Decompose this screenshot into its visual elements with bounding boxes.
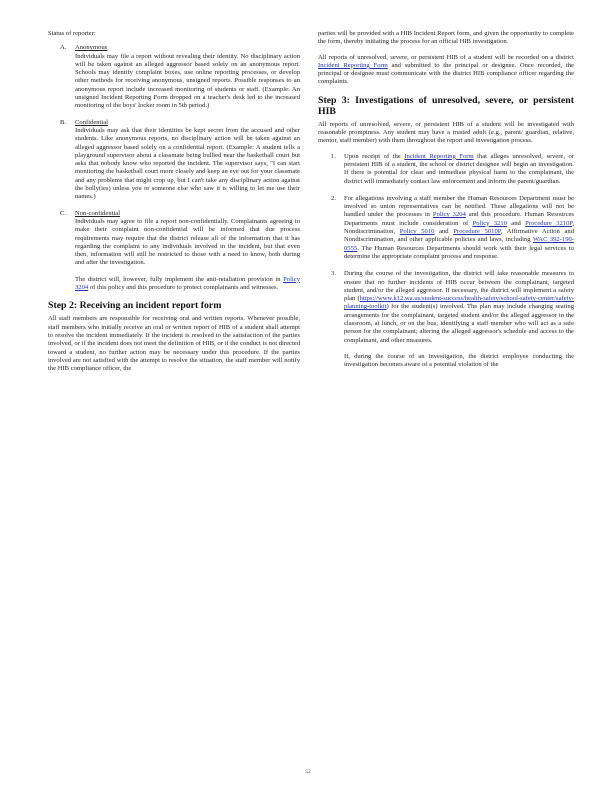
item-number: 2. <box>331 194 336 202</box>
text-run: and <box>439 228 449 236</box>
text-run: , Affirmative Action and Nondiscrimination, and other applicable policies and laws, including <box>344 228 574 244</box>
procedure-5010p-link[interactable]: Procedure 5010P <box>453 228 501 236</box>
step-2-text: All staff members are responsible for receiving oral and written reports. Whenever possible, staff members who initially receive an oral or written report of HIB of a student shall attempt to resolve the incident immediately. If the incident is resolved to the satisfaction of the parties involved, or if the incident does not meet the definition of HIB, or if the conduct is not directed toward a student, no further action may be necessary under this procedure. If the parties involved are not satisfied with the attempt to resolve the situation, the staff member will notify the HIB compliance officer, the <box>48 315 300 373</box>
text-run: , Nondiscrimination, <box>344 219 574 236</box>
non-confidential-item <box>48 210 300 293</box>
text-run: All reports of unresolved, severe, or persistent HIB of a student will be recorded on a district <box>318 53 574 61</box>
item-number: 3. <box>331 270 336 278</box>
continuation-text: parties will be provided with a HIB Incident Report form, and given the opportunity to complete the form, thereby initiating the process for an official HIB investigation. <box>318 30 574 46</box>
procedure-3210p-link[interactable]: Procedure 3210P <box>525 219 573 227</box>
policy-3210-link[interactable]: Policy 3210 <box>472 219 507 227</box>
text-run: and <box>511 219 521 227</box>
policy-3204-link[interactable]: Policy 3204 <box>432 211 466 219</box>
safety-plan-link[interactable]: https://www.k12.wa.us/student-success/health-safety/school-safety-center/safety-planning-toolkit <box>344 295 574 311</box>
item-text: Individuals may agree to file a report non-confidentially. Complainants agreeing to make their complaint non-confidential will be informed that due process requirements may require that the district release all of the information that it has regarding the complaint to any individuals involved in the incident, but that even then, information will still be restricted to those with a need to know, both during and after the investigation. <box>75 217 300 267</box>
text-run: and this procedure. Human Resources Departments must include consideration of <box>344 211 574 227</box>
text-run: Upon receipt of the <box>344 152 401 160</box>
text-run: . The Human Resources Departments should work with their legal services to determine the appropriate complaint process and response. <box>344 244 574 260</box>
recording-paragraph <box>318 54 574 87</box>
page-number: 52 <box>305 769 311 775</box>
text-run: ) for the student(s) involved. The plan may include changing seating arrangements for the complainant, targeted student and/or the alleged aggressor in the classroom, at lunch, or on the bus; identifying a staff member who will act as a safe person for the complainant; altering the alleged aggressor's schedule and access to the complainant, and other measures. <box>344 303 574 344</box>
step-2-heading: Step 2: Receiving an incident report form <box>48 300 222 312</box>
wac-link[interactable]: WAC 392-190-0555 <box>344 236 575 252</box>
item-heading: Non-confidential <box>75 209 121 217</box>
status-of-reporter-label: Status of reporter: <box>48 30 96 37</box>
confidential-item <box>48 119 300 202</box>
text-run: that alleges unresolved, severe, or persistent HIB of a student, the school or district designee will begin an investigation. If there is potential for clear and immediate physical harm to the complainant, the district will immediately contact law enforcement and inform the parent/guardian. <box>344 152 574 185</box>
item-marker: A. <box>60 44 67 52</box>
text-run: For allegations involving a staff member the Human Resources Department must be involved so union representatives can be notified. These allegations will not be handled under the processes in <box>344 194 574 219</box>
anonymous-item <box>48 44 300 110</box>
policy-3204-link[interactable]: Policy 3204 <box>75 275 300 292</box>
incident-reporting-form-link[interactable]: Incident Reporting Form <box>318 61 388 69</box>
numbered-item-2 <box>318 195 574 261</box>
incident-reporting-form-link[interactable]: Incident Reporting Form <box>404 152 474 160</box>
left-column <box>48 30 300 380</box>
right-column <box>318 30 574 379</box>
text-run: During the course of the investigation, the district will take reasonable measures to ensure that no further incidents of HIB occur between the complainant, targeted student, and/or the alleged aggressor. If necessary, the district will implement a safety plan ( <box>344 270 574 303</box>
item-marker: C. <box>60 209 67 217</box>
numbered-item-1 <box>318 153 574 186</box>
step-3-heading: Step 3: Investigations of unresolved, severe, or persistent HIB <box>318 94 574 117</box>
text-run: of this policy and this procedure to protect complainants and witnesses. <box>89 284 279 292</box>
item-heading: Confidential <box>75 118 108 126</box>
item-heading: Anonymous <box>75 44 108 52</box>
anti-retaliation-text <box>75 276 300 293</box>
numbered-item-3 <box>318 270 574 369</box>
item-marker: B. <box>60 118 67 126</box>
text-run: and submitted to the principal or designee. Once recorded, the principal or designee must communicate with the district HIB compliance officer regarding the complaints. <box>318 61 575 86</box>
policy-5010-link[interactable]: Policy 5010 <box>399 228 435 236</box>
item-text: Individuals may ask that their identities be kept secret from the accused and other students. Like anonymous reports, no disciplinary action will be taken against an alleged aggressor based solely on a confidential report. (Example: A student tells a playground supervisor about a classmate being bullied near the basketball court but asks that nobody know who reported the incident. The supervisor says, "I can start monitoring the basketball court more closely and keep an eye out for your classmate and any problems that might crop up, but I can't take any disciplinary action against the bully(ies) unless you or someone else who saw it is willing to let me use their names.) <box>75 126 300 201</box>
text-run: The district will, however, fully implement the anti-retaliation provision in <box>75 275 281 283</box>
item-3-continuation: If, during the course of an investigation, the district employee conducting the investigation becomes aware of a potential violation of the <box>344 352 574 369</box>
item-number: 1. <box>331 152 336 160</box>
step-3-text: All reports of unresolved, severe, or persistent HIB of a student will be investigated with reasonable promptness. Any student may have a trusted adult (e.g., parent/ guardian, relative, mentor, staff member) with them throughout the report and investigation process. <box>318 120 574 145</box>
item-text: Individuals may file a report without revealing their identity. No disciplinary action will be taken against an alleged aggressor based solely on an anonymous report. Schools may identify complaint boxes, use online reporting processes, or develop other methods for receiving anonymous, unsigned reports. Possible responses to an anonymous report include increased monitoring of students or staff. (Example: An unsigned Incident Reporting Form dropped on a teacher's desk led to the increased monitoring of the boys' locker room in 5th period.) <box>75 52 300 110</box>
